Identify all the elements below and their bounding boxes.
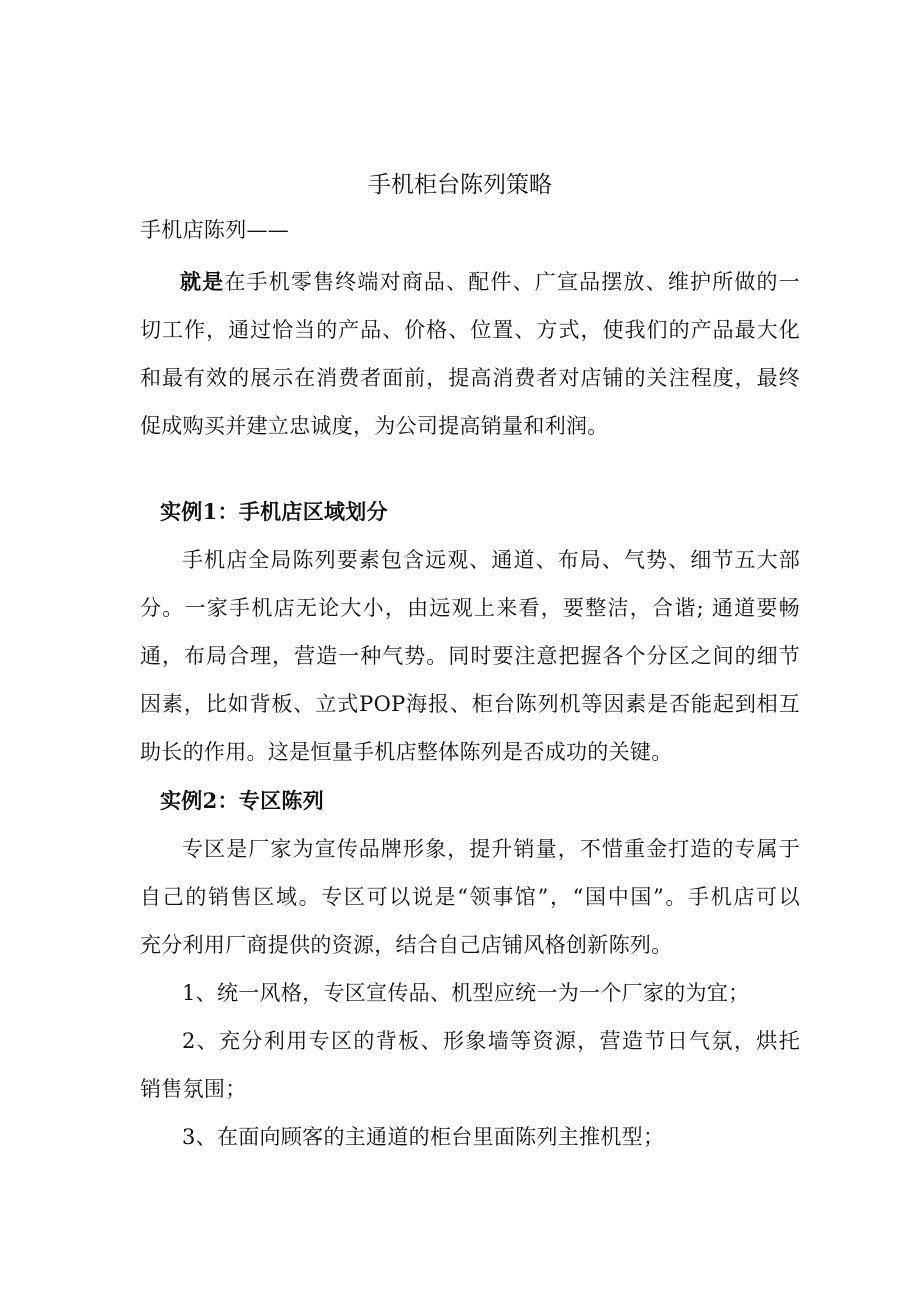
section1-heading: 实例1：手机店区域划分 <box>160 499 388 524</box>
section1-line-3: 通，布局合理，营造一种气势。同时要注意把握各个分区之间的细节 <box>140 644 800 668</box>
definition-line-2: 切工作，通过恰当的产品、价格、位置、方式，使我们的产品最大化 <box>140 318 800 342</box>
definition-line-4: 促成购买并建立忠诚度，为公司提高销量和利润。 <box>140 414 609 438</box>
section2-item-2: 2、充分利用专区的背板、形象墙等资源，营造节日气氛，烘托 <box>182 1029 800 1053</box>
definition-line-1-rest: 在手机零售终端对商品、配件、广宣品摆放、维护所做的一 <box>224 270 800 294</box>
section2-line-2: 自己的销售区域。专区可以说是“领事馆”，“国中国”。手机店可以 <box>140 885 800 909</box>
section2-line-3: 充分利用厂商提供的资源，结合自己店铺风格创新陈列。 <box>140 933 673 957</box>
section2-item-3: 3、在面向顾客的主通道的柜台里面陈列主推机型； <box>182 1125 665 1149</box>
definition-bold-lead: 就是 <box>180 269 225 294</box>
page-title: 手机柜台陈列策略 <box>368 172 552 198</box>
section2-item-2-cont: 销售氛围； <box>140 1077 247 1101</box>
subtitle: 手机店陈列—— <box>140 218 290 242</box>
section1-line-5: 助长的作用。这是恒量手机店整体陈列是否成功的关键。 <box>140 740 673 764</box>
section1-line-4: 因素，比如背板、立式POP海报、柜台陈列机等因素是否能起到相互 <box>140 692 800 716</box>
section1-line-2: 分。一家手机店无论大小，由远观上来看，要整洁，合谐; 通道要畅 <box>140 596 800 620</box>
section1-line-1: 手机店全局陈列要素包含远观、通道、布局、气势、细节五大部 <box>182 548 800 572</box>
section2-heading: 实例2：专区陈列 <box>160 788 325 813</box>
definition-line-3: 和最有效的展示在消费者面前，提高消费者对店铺的关注程度，最终 <box>140 366 800 390</box>
definition-line-1 <box>140 267 800 297</box>
section2-line-1: 专区是厂家为宣传品牌形象，提升销量，不惜重金打造的专属于 <box>182 837 800 861</box>
section2-item-1: 1、统一风格，专区宣传品、机型应统一为一个厂家的为宜； <box>182 981 750 1005</box>
